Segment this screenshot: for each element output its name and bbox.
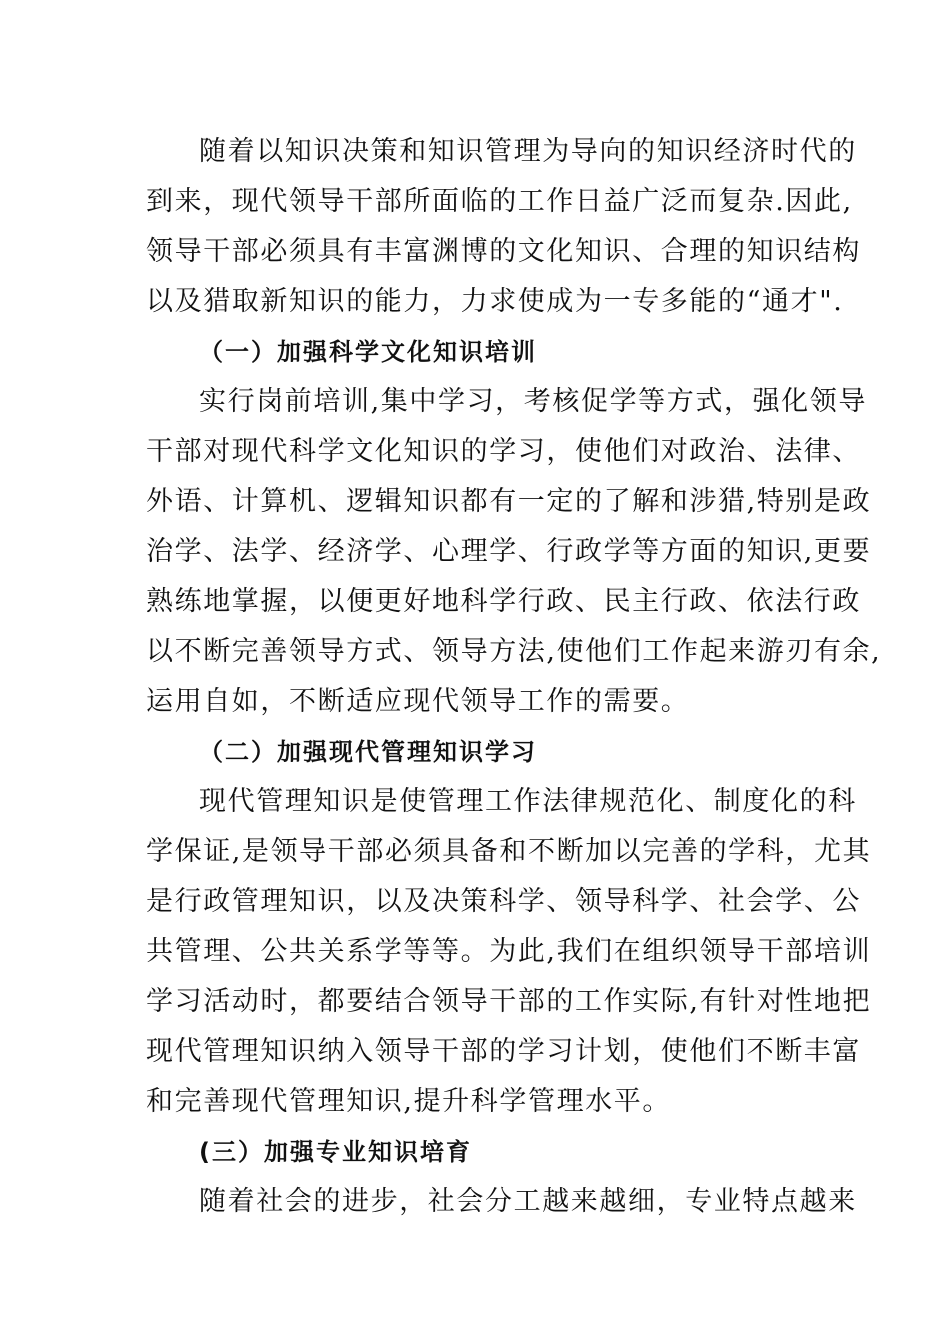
section-2-line-5: 学习活动时，都要结合领导干部的工作实际,有针对性地把 [146,986,872,1017]
section-2-line-2: 学保证,是领导干部必须具备和不断加以完善的学科，尤其 [146,836,872,867]
intro-line-1: 随着以知识决策和知识管理为导向的知识经济时代的 [199,136,857,167]
section-1-line-3: 外语、计算机、逻辑知识都有一定的了解和涉猎,特别是政 [146,486,872,517]
section-1-line-5: 熟练地掌握，以便更好地科学行政、民主行政、依法行政 [146,586,861,617]
section-2-line-1: 现代管理知识是使管理工作法律规范化、制度化的科 [199,786,857,817]
section-2-line-3: 是行政管理知识，以及决策科学、领导科学、社会学、公 [146,886,861,917]
section-2-line-6: 现代管理知识纳入领导干部的学习计划，使他们不断丰富 [146,1036,861,1067]
section-1-line-2: 干部对现代科学文化知识的学习，使他们对政治、法律、 [146,436,861,467]
section-1-line-6: 以不断完善领导方式、领导方法,使他们工作起来游刃有余, [146,636,882,667]
intro-line-2: 到来，现代领导干部所面临的工作日益广泛而复杂.因此, [146,186,853,217]
section-3-heading: (三）加强专业知识培育 [199,1138,472,1166]
section-1-heading: （一）加强科学文化知识培训 [199,338,537,366]
section-1-line-4: 治学、法学、经济学、心理学、行政学等方面的知识,更要 [146,536,872,567]
section-1-line-1: 实行岗前培训,集中学习，考核促学等方式，强化领导 [199,386,867,417]
section-2-line-7: 和完善现代管理知识,提升科学管理水平。 [146,1086,671,1117]
section-3-line-1: 随着社会的进步，社会分工越来越细，专业特点越来 [199,1186,857,1217]
section-1-line-7: 运用自如，不断适应现代领导工作的需要。 [146,686,690,717]
section-2-line-4: 共管理、公共关系学等等。为此,我们在组织领导干部培训 [146,936,872,967]
intro-line-3: 领导干部必须具有丰富渊博的文化知识、合理的知识结构 [146,236,861,267]
intro-line-4: 以及猎取新知识的能力，力求使成为一专多能的“通才". [146,286,844,317]
section-2-heading: （二）加强现代管理知识学习 [199,738,537,766]
